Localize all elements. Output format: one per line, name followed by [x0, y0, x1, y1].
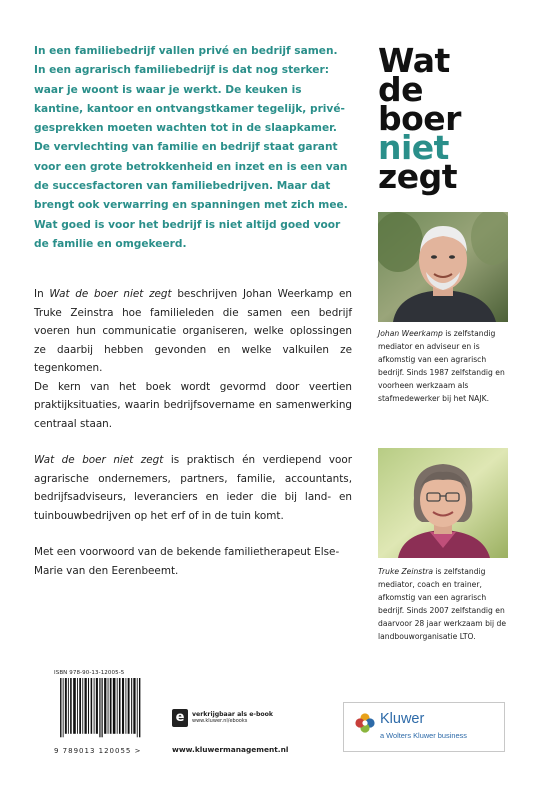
- author-photo-johan: [378, 212, 508, 322]
- ebook-notice: e verkrijgbaar als e-book www.kluwer.nl/ebooks: [172, 709, 273, 727]
- barcode-icon: [54, 678, 149, 746]
- barcode-digits: 9 789013 120055 >: [54, 747, 142, 755]
- publisher-logo: [343, 702, 505, 752]
- publisher-tagline: a Wolters Kluwer business: [380, 731, 467, 740]
- publisher-name: Kluwer: [380, 711, 425, 727]
- website-link[interactable]: www.kluwermanagement.nl: [172, 745, 289, 754]
- body-text: [34, 285, 352, 591]
- author-bio-johan: Johan Weerkamp is zelfstandig mediator en adviseur en is afkomstig van een agrarisch bedrijf. Sinds 1987 zelfstandig en voorheen werkzaam als stafmedewerker bij het NAJK.: [378, 329, 505, 403]
- paragraph-3: Wat de boer niet zegt is praktisch én verdiepend voor agrarische ondernemers, partners, familie, accountants, bedrijfsadviseurs, leveranciers en ieder die bij land- en tuinbouwbedrijven op het erf of in de tuin komt.: [34, 454, 353, 522]
- isbn-label: ISBN 978-90-13-12005-5: [54, 670, 125, 676]
- ebook-icon: e: [172, 709, 188, 727]
- author-photo-truke: [378, 448, 508, 558]
- intro-paragraph: In een familiebedrijf vallen privé en bedrijf samen. In een agrarisch familiebedrijf is dat nog sterker: waar je woont is waar je werkt. De keuken is kantine, kantoor en ontvangstkamer tegelijk, privé-gesprekken moeten wachten tot in de slaapkamer. De vervlechting van familie en bedrijf staat garant voor een grote betrokkenheid en inzet en is een van de succesfactoren van familiebedrijven. Maar dat brengt ook verwarring en spanningen met zich mee. Wat goed is voor het bedrijf is niet altijd goed voor de familie en omgekeerd.: [34, 45, 348, 250]
- paragraph-2: De kern van het boek wordt gevormd door veertien praktijksituaties, waarin bedrijfsovername en samenwerking centraal staan.: [34, 380, 352, 430]
- author-bio-truke: Truke Zeinstra is zelfstandig mediator, coach en trainer, afkomstig van een agrarisch bedrijf. Sinds 2007 zelfstandig en daarvoor 28 jaar werkzaam bij de landbouworganisatie LTO.: [378, 567, 507, 641]
- paragraph-4: Met een voorwoord van de bekende familietherapeut Else-Marie van den Eerenbeemt.: [34, 546, 340, 577]
- book-title-inline: Wat de boer niet zegt: [34, 454, 164, 466]
- paragraph-1: In Wat de boer niet zegt beschrijven Johan Weerkamp en Truke Zeinstra hoe familieleden die samen een bedrijf voeren hun communicatie organiseren, welke oplossingen ze daarbij hebben gevonden en welke valkuilen ze tegenkomen.: [34, 288, 353, 374]
- book-title-inline: Wat de boer niet zegt: [49, 288, 172, 300]
- kluwer-flower-icon: [354, 712, 376, 734]
- book-title: Wat de boer niet zegt: [378, 41, 461, 196]
